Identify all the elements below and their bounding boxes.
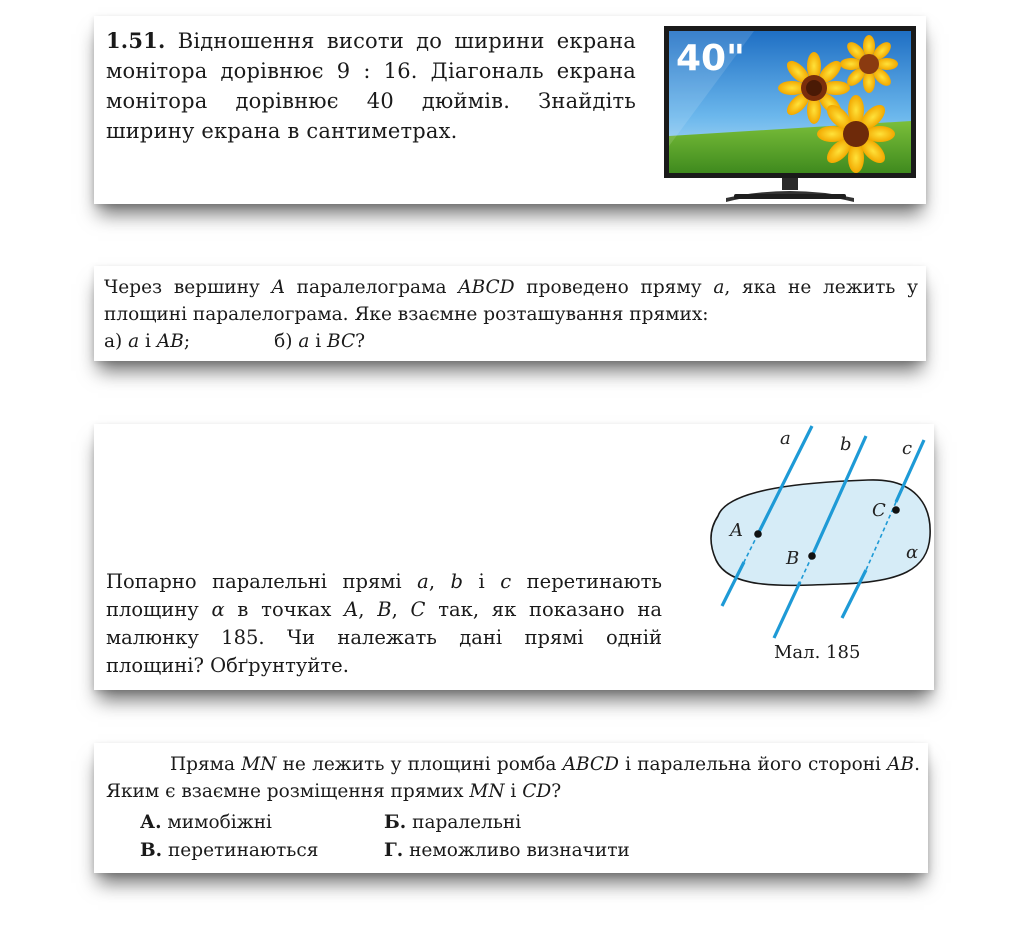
problem-statement: Відношення висоти до ширини екрана монітора дорівнює 9 : 16. Діагональ екрана монітора дорівнює 40 дюймів. Знайдіть ширину екрана в сантиметрах. [106,29,636,143]
problem-card-parallelogram [94,266,926,361]
sunflower-icon [840,35,898,93]
figure-185 [700,424,934,664]
line-b-lower [774,582,800,638]
text-fragment: , яка не лежить у площині паралелограма. Яке взаємне розташування прямих: [104,277,919,325]
text-fragment: проведено пряму [514,277,714,298]
label-c: c [902,438,913,459]
point-C [892,506,900,514]
problem-card-1-51 [94,16,926,204]
problem-card-parallel-lines [94,424,934,690]
var-a: a [713,277,725,298]
label-alpha: α [906,542,919,563]
text-fragment: Через вершину [104,277,272,298]
option-a: а) a і AB; [104,331,191,352]
var-A: A [271,277,285,298]
answer-option-B[interactable]: Б. паралельні [384,812,522,833]
parallel-lines-problem-text: Попарно паралельні прямі a, b і c перетинають площину α в точках A, B, C так, як показано на малюнку 185. Чи належать дані прямі одній площині? Обґрунтуйте. [106,570,663,677]
tv-monitor-image [664,26,916,202]
tv-label: 40" [676,38,745,79]
answer-option-V[interactable]: В. перетинаються [140,840,319,861]
label-a: a [780,428,791,449]
label-A: A [730,520,743,541]
label-B: B [786,548,800,569]
problem-number: 1.51. [106,28,166,53]
option-b: б) a і BC? [274,331,366,352]
point-B [808,552,816,560]
rhombus-problem-text: Пряма MN не лежить у площині ромба ABCD і паралельна його стороні AB. Яким є взаємне розміщення прямих MN і CD? [106,754,921,802]
var-ABCD: ABCD [458,277,515,298]
parallelogram-problem-text [104,274,918,355]
answer-option-A[interactable]: А. мимобіжні [140,812,272,833]
text-fragment: паралелограма [284,277,459,298]
sunflower-icon [817,95,895,173]
figure-caption: Мал. 185 [774,642,861,663]
answer-option-G[interactable]: Г. неможливо визначити [384,840,630,861]
problem-1-51-text [106,26,636,146]
problem-card-rhombus [94,743,928,873]
point-A [754,530,762,538]
label-C: C [872,500,886,521]
label-b: b [840,434,852,455]
